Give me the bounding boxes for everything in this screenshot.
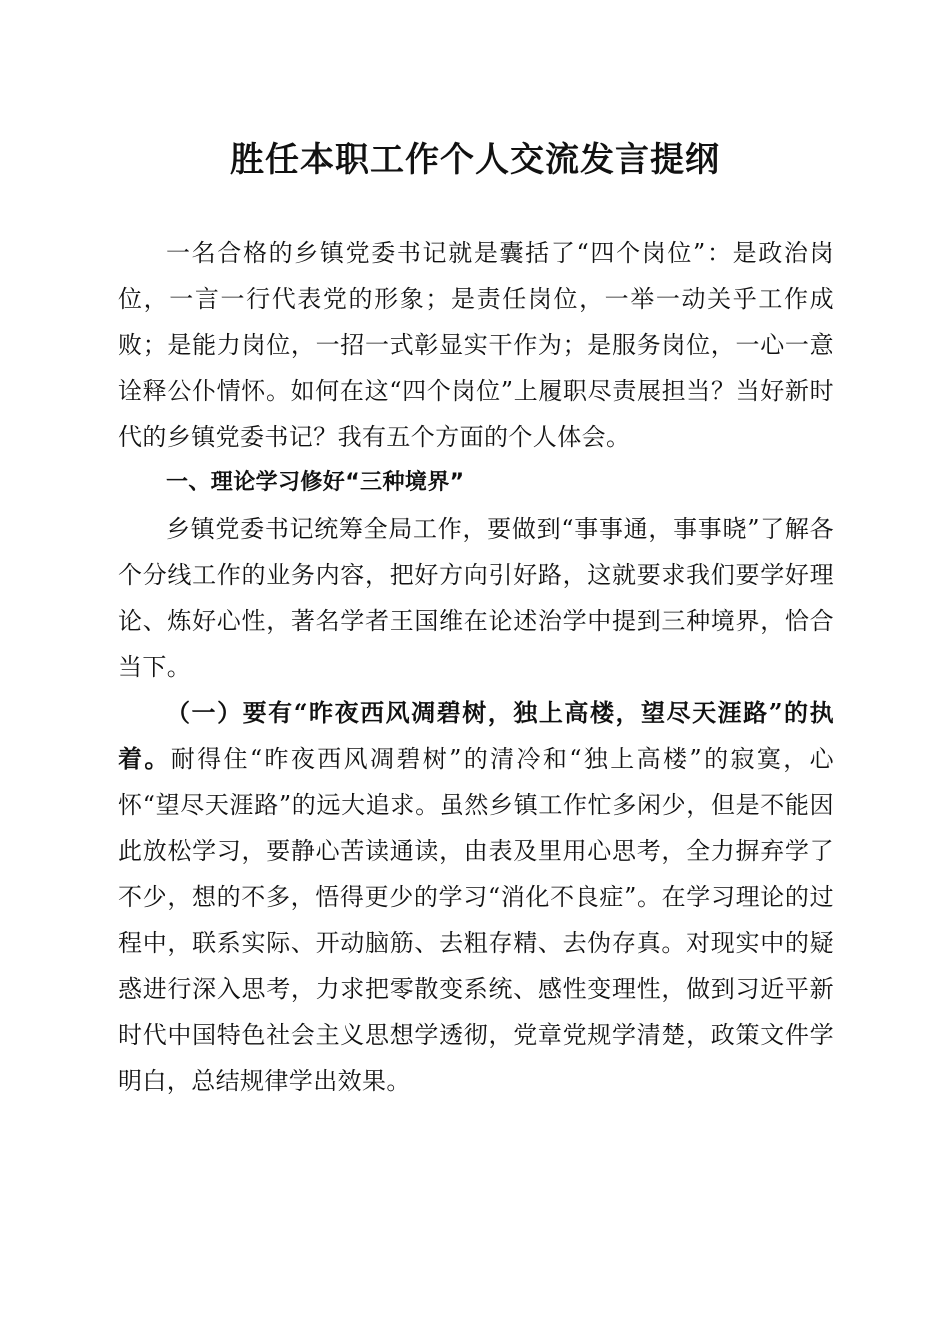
subsection-1-body: 耐得住“昨夜西风凋碧树”的清冷和“独上高楼”的寂寞，心怀“望尽天涯路”的远大追求。虽然乡镇工作忙多闲少，但是不能因此放松学习，要静心苦读通读，由表及里用心思考，全力摒弃学了不少，想的不多，悟得更少的学习“消化不良症”。在学习理论的过程中，联系实际、开动脑筋、去粗存精、去伪存真。对现实中的疑惑进行深入思考，力求把零散变系统、感性变理性，做到习近平新时代中国特色社会主义思想学透彻，党章党规学清楚，政策文件学明白，总结规律学出效果。 <box>118 745 834 1095</box>
section-1-paragraph: 乡镇党委书记统筹全局工作，要做到“事事通，事事晓”了解各个分线工作的业务内容，把好方向引好路，这就要求我们要学好理论、炼好心性，著名学者王国维在论述治学中提到三种境界，恰合当下。 <box>118 515 834 681</box>
section-heading-1: 一、理论学习修好“三种境界” <box>166 470 465 495</box>
document-body <box>118 230 834 1104</box>
subsection-1-lead: （一）要有“昨夜西风凋碧树，独上高楼，望尽天涯路”的执着。 <box>118 698 834 773</box>
intro-paragraph: 一名合格的乡镇党委书记就是囊括了“四个岗位”：是政治岗位，一言一行代表党的形象；是责任岗位，一举一动关乎工作成败；是能力岗位，一招一式彰显实干作为；是服务岗位，一心一意诠释公仆情怀。如何在这“四个岗位”上履职尽责展担当？当好新时代的乡镇党委书记？我有五个方面的个人体会。 <box>118 239 834 451</box>
document-title: 胜任本职工作个人交流发言提纲 <box>230 140 720 180</box>
subsection-1-paragraph <box>118 690 834 1104</box>
